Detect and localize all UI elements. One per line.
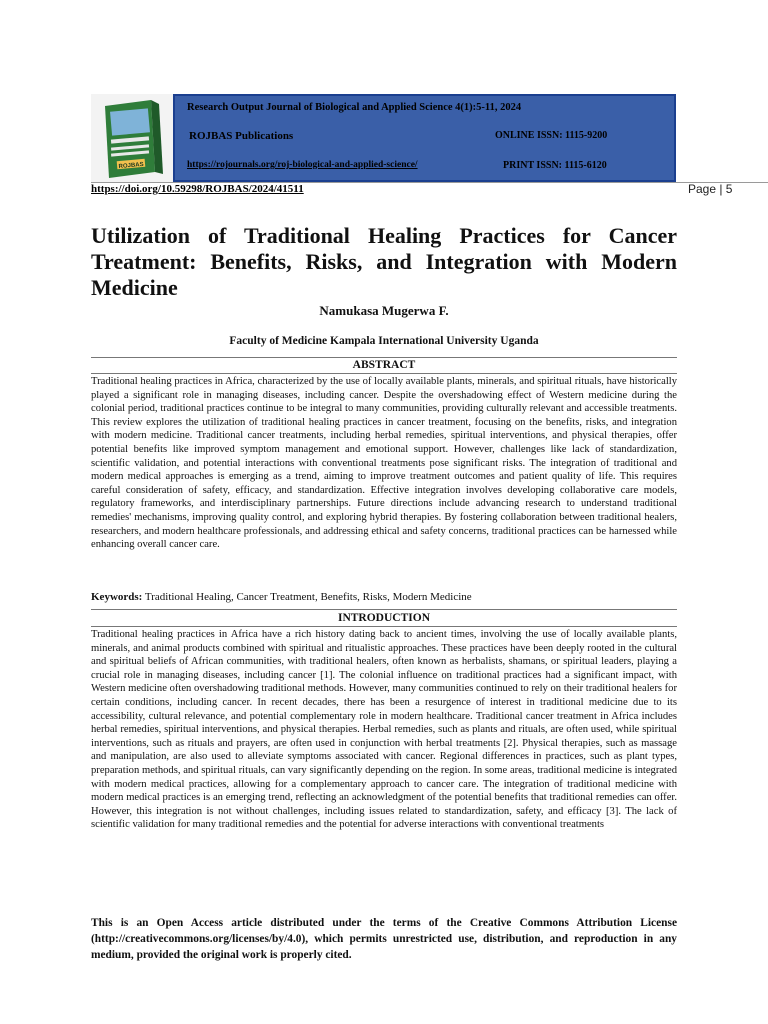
online-issn: ONLINE ISSN: 1115-9200	[495, 130, 608, 141]
journal-url-link[interactable]: https://rojournals.org/roj-biological-and-applied-science/	[187, 160, 418, 170]
publisher-name: ROJBAS Publications	[189, 130, 294, 142]
article-title: Utilization of Traditional Healing Practices for Cancer Treatment: Benefits, Risks, and Integration with Modern Medicine	[91, 223, 677, 300]
keywords-label: Keywords:	[91, 591, 143, 603]
introduction-heading: INTRODUCTION	[337, 612, 430, 624]
page-number: Page | 5	[688, 182, 733, 196]
keywords-text: Traditional Healing, Cancer Treatment, Benefits, Risks, Modern Medicine	[144, 591, 472, 603]
author-name: Namukasa Mugerwa F.	[319, 303, 449, 318]
abstract-text: Traditional healing practices in Africa, characterized by the use of locally available plants, minerals, and spiritual rituals, have historically played a significant role in managing diseases, including cancer. Despite the overshadowing effect of Western medicine during the colonial period, traditional practices continue to be integral to many communities, providing culturally relevant and accessible treatments. This review explores the utilization of traditional healing practices in cancer treatment, focusing on the benefits, risks, and integration with modern medicine. Traditional cancer treatments, including herbal remedies, spiritual interventions, and physical therapies, offer potential benefits like improved symptom management and emotional support. However, challenges like lack of standardization, scientific validation, and potential interactions with conventional treatments pose significant risks. The integration of traditional and modern medical approaches is emerging as a trend, aiming to improve treatment outcomes and patient quality of life. This requires careful consideration of safety, efficacy, and standardization. Effective integration involves developing collaborative care models, regulatory frameworks, and interdisciplinary partnerships. Future directions include advancing research to understand traditional remedies' mechanisms, improving quality control, and exploring hybrid therapies. By fostering collaboration between traditional healers, researchers, and modern healthcare professionals, and addressing ethical and safety concerns, traditional practices can be harnessed while enhancing overall cancer care.	[91, 376, 677, 551]
abstract-heading-rule	[91, 373, 677, 374]
abstract-heading: ABSTRACT	[352, 359, 416, 371]
abstract-top-rule	[91, 357, 677, 358]
journal-header-panel	[173, 94, 676, 182]
intro-top-rule	[91, 609, 677, 610]
print-issn: PRINT ISSN: 1115-6120	[503, 160, 607, 171]
keywords-line	[91, 591, 472, 603]
cover-label: ROJBAS	[118, 161, 144, 171]
journal-citation: Research Output Journal of Biological and Applied Science 4(1):5-11, 2024	[187, 102, 522, 113]
introduction-text: Traditional healing practices in Africa have a rich history dating back to ancient times, involving the use of locally available plants, minerals, and animal products combined with spiritual and ritualistic approaches. These practices have been deeply rooted in the cultural and spiritual beliefs of African communities, with traditional healers, often known as herbalists, shamans, or spiritual leaders, playing a crucial role in managing diseases, including cancer [1]. The colonial influence on traditional practices had a significant impact, with Western medicine often overshadowing traditional methods. However, many communities continued to rely on their traditional healers for certain conditions, including cancer. In recent decades, there has been a resurgence of interest in traditional medicine due to its accessibility, cultural relevance, and potential complementary role in modern healthcare. Traditional cancer treatment in Africa includes herbal remedies, spiritual interventions, and physical therapies. Herbal remedies, such as plants and rituals, are often used, while spiritual interventions, such as rituals and prayers, are often used in conjunction with herbal treatments [2]. Physical therapies, such as massage and manipulation, are also used to alleviate symptoms associated with cancer. Regional differences in practices, such as plant types, preparation methods, and spiritual rituals, can vary significantly depending on the region. In some areas, traditional medicine is integrated with modern medical practices, allowing for a complementary approach to cancer care. The integration of traditional medicine with modern medical practices is an emerging trend, reflecting an acknowledgment of the potential benefits that traditional remedies can offer. However, this integration is not without challenges, including issues related to standardization, safety, and efficacy [3]. The lack of scientific validation for many traditional remedies and the potential for adverse interactions with conventional treatments	[91, 629, 677, 831]
author-affiliation: Faculty of Medicine Kampala International University Uganda	[229, 335, 539, 347]
intro-heading-rule	[91, 626, 677, 627]
journal-cover-image	[91, 94, 173, 182]
doi-link[interactable]: https://doi.org/10.59298/ROJBAS/2024/41511	[91, 183, 304, 195]
license-notice: This is an Open Access article distributed under the terms of the Creative Commons Attribution License (http://creativecommons.org/licenses/by/4.0), which permits unrestricted use, distribution, and reproduction in any medium, provided the original work is properly cited.	[91, 917, 677, 961]
